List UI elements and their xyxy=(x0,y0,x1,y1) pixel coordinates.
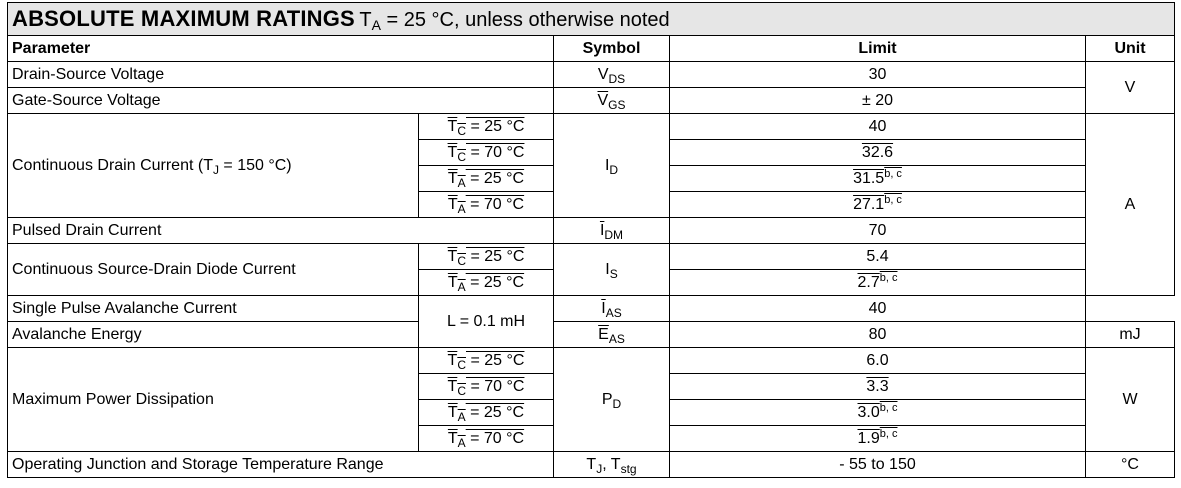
table-row xyxy=(8,88,1175,114)
table-row xyxy=(8,348,1175,374)
symbol-eas: $\overline{E}_{AS}$ xyxy=(554,322,670,348)
cond-id-4: $T_A = 70$ °C xyxy=(419,192,554,218)
cond-pd-2: $T_C = 70$ °C xyxy=(419,374,554,400)
table-row xyxy=(8,322,1175,348)
limit-eas: 80 xyxy=(670,322,1086,348)
param-is: Continuous Source-Drain Diode Current xyxy=(8,244,419,296)
unit-amp: A xyxy=(1086,114,1175,296)
param-temp: Operating Junction and Storage Temperature Range xyxy=(8,452,554,478)
header-limit: Limit xyxy=(670,36,1086,62)
limit-pd-3: 3.0$^{b, c}$ xyxy=(670,400,1086,426)
cond-pd-4: $T_A = 70$ °C xyxy=(419,426,554,452)
table-row xyxy=(8,114,1175,140)
limit-is-1: 5.4 xyxy=(670,244,1086,270)
symbol-ias: $\overline{I}_{AS}$ xyxy=(554,296,670,322)
symbol-idm: $\overline{I}_{DM}$ xyxy=(554,218,670,244)
unit-mj: mJ xyxy=(1086,322,1175,348)
cond-is-2: $T_A = 25$ °C xyxy=(419,270,554,296)
unit-volt: V xyxy=(1086,62,1175,114)
limit-vds: 30 xyxy=(670,62,1086,88)
header-parameter: Parameter xyxy=(8,36,554,62)
param-pd: Maximum Power Dissipation xyxy=(8,348,419,452)
limit-pd-1: 6.0 xyxy=(670,348,1086,374)
absolute-maximum-ratings-table xyxy=(7,2,1175,478)
limit-id-3: 31.5$^{b, c}$ xyxy=(670,166,1086,192)
table-row xyxy=(8,244,1175,270)
table-row xyxy=(8,296,1175,322)
cond-inductance: L = 0.1 mH xyxy=(419,296,554,348)
param-vgs: Gate-Source Voltage xyxy=(8,88,554,114)
symbol-vgs: $\overline{V}_{GS}$ xyxy=(554,88,670,114)
table-title xyxy=(8,3,1175,36)
symbol-temp: $T_J$, $T_{stg}$ xyxy=(554,452,670,478)
ratings-table-wrapper xyxy=(7,2,1174,478)
limit-is-2: 2.7$^{b, c}$ xyxy=(670,270,1086,296)
unit-celsius: °C xyxy=(1086,452,1175,478)
cond-id-2: $T_C = 70$ °C xyxy=(419,140,554,166)
cond-pd-1: $T_C = 25$ °C xyxy=(419,348,554,374)
param-ias: Single Pulse Avalanche Current xyxy=(8,296,419,322)
limit-idm: 70 xyxy=(670,218,1086,244)
header-symbol: Symbol xyxy=(554,36,670,62)
limit-ias: 40 xyxy=(670,296,1086,322)
param-id: Continuous Drain Current ($T_J = 150$ °C) xyxy=(8,114,419,218)
table-row xyxy=(8,62,1175,88)
cond-pd-3: $T_A = 25$ °C xyxy=(419,400,554,426)
limit-id-2: 32.6 xyxy=(670,140,1086,166)
limit-id-4: 27.1$^{b, c}$ xyxy=(670,192,1086,218)
table-title-row xyxy=(8,3,1175,36)
cond-is-1: $T_C = 25$ °C xyxy=(419,244,554,270)
symbol-id: $I_D$ xyxy=(554,114,670,218)
param-eas: Avalanche Energy xyxy=(8,322,419,348)
table-row xyxy=(8,218,1175,244)
param-vds: Drain-Source Voltage xyxy=(8,62,554,88)
title-main: ABSOLUTE MAXIMUM RATINGS xyxy=(12,6,355,31)
param-idm: Pulsed Drain Current xyxy=(8,218,554,244)
cond-id-1: $T_C = 25$ °C xyxy=(419,114,554,140)
header-row xyxy=(8,36,1175,62)
limit-id-1: 40 xyxy=(670,114,1086,140)
table-row xyxy=(8,452,1175,478)
cond-id-3: $T_A = 25$ °C xyxy=(419,166,554,192)
limit-pd-2: 3.3 xyxy=(670,374,1086,400)
limit-pd-4: 1.9$^{b, c}$ xyxy=(670,426,1086,452)
limit-vgs: ± 20 xyxy=(670,88,1086,114)
symbol-vds: $V_{DS}$ xyxy=(554,62,670,88)
symbol-is: $I_S$ xyxy=(554,244,670,296)
symbol-pd: $P_D$ xyxy=(554,348,670,452)
limit-temp: - 55 to 150 xyxy=(670,452,1086,478)
title-condition: $T_A = 25$ °C, unless otherwise noted xyxy=(359,9,670,33)
unit-watt: W xyxy=(1086,348,1175,452)
header-unit: Unit xyxy=(1086,36,1175,62)
